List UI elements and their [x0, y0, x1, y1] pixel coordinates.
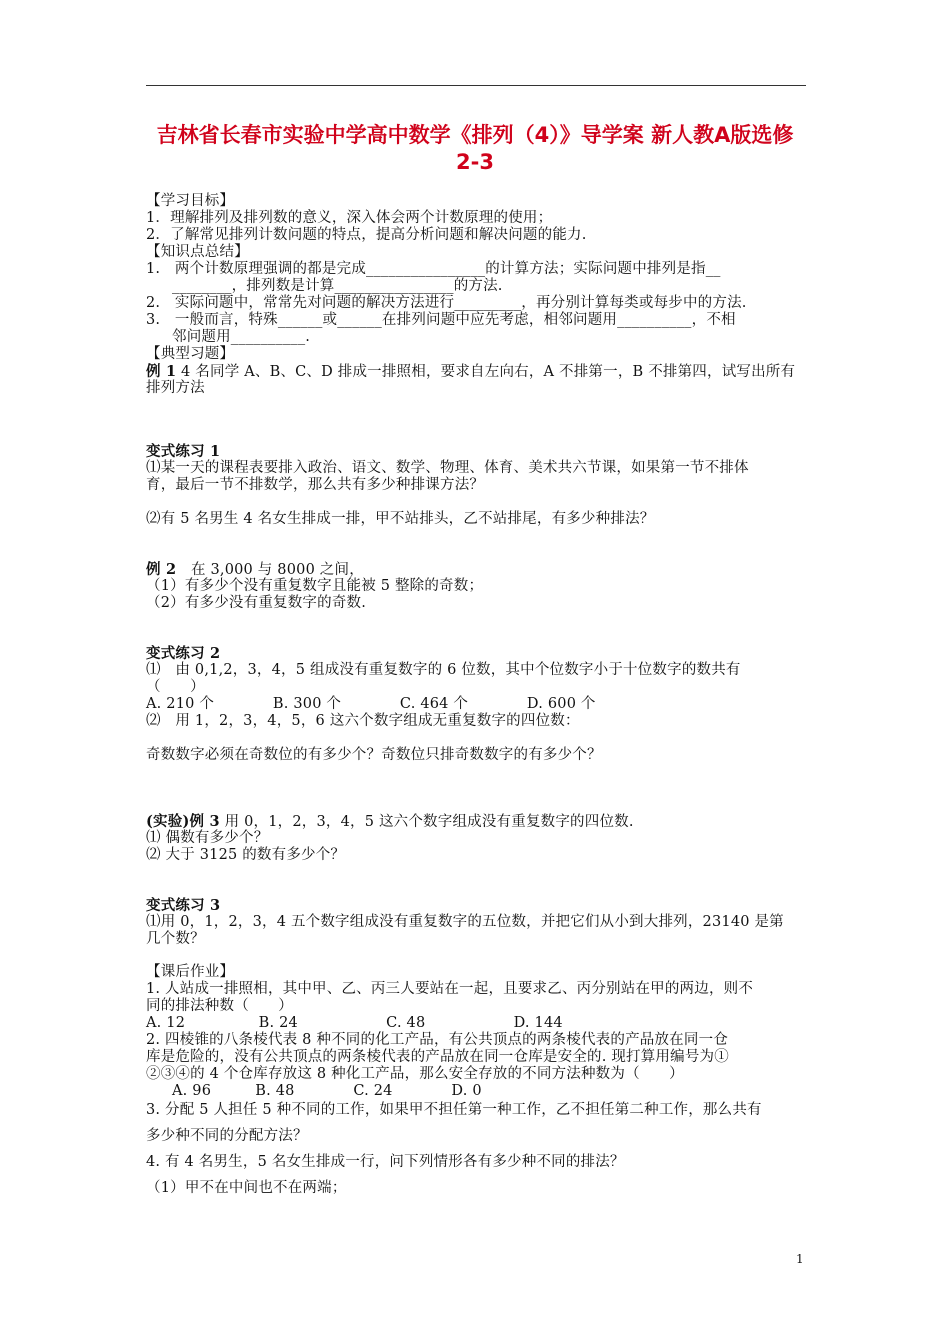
summary-item-1: 1. 两个计数原理强调的都是完成________________的计算方法；实际问题中排列是指__ [146, 261, 721, 277]
homework-q2-options: A. 96 B. 48 C. 24 D. 0 [172, 1083, 482, 1099]
variation-1-heading: 变式练习 1 [146, 443, 221, 460]
homework-q3-cont: 多少种不同的分配方法？ [146, 1128, 308, 1144]
variation-2-q2: ⑵ 用 1，2，3，4，5，6 这六个数字组成无重复数字的四位数： [146, 713, 580, 729]
example-1-text: 4 名同学 A、B、C、D 排成一排照相，要求自左向右，A 不排第一，B 不排第四，试写出所有 [176, 364, 796, 380]
homework-q4: 4. 有 4 名男生，5 名女生排成一行，问下列情形各有多少种不同的排法？ [146, 1154, 625, 1170]
example-3-part1: ⑴ 偶数有多少个？ [146, 830, 269, 846]
example-1 [146, 363, 795, 381]
homework-q2-cont2: ②③④的 4 个仓库存放这 8 种化工产品，那么安全存放的不同方法种数为（ ） [146, 1066, 684, 1082]
example-3-label: (实验)例 3 [146, 813, 220, 830]
document-title-line2: 2-3 [456, 150, 494, 174]
example-3-text: 用 0，1，2，3，4，5 这六个数字组成没有重复数字的四位数. [219, 814, 634, 830]
variation-2-q1: ⑴ 由 0,1,2，3，4，5 组成没有重复数字的 6 位数，其中个位数字小于十位数字的数共有 [146, 662, 741, 678]
example-1-cont: 排列方法 [146, 380, 205, 396]
homework-q1-options: A. 12 B. 24 C. 48 D. 144 [146, 1015, 563, 1031]
example-2-text: 在 3,000 与 8000 之间， [176, 562, 364, 578]
homework-q2: 2. 四棱锥的八条棱代表 8 种不同的化工产品，有公共顶点的两条棱代表的产品放在同一仓 [146, 1032, 728, 1048]
document-title: 吉林省长春市实验中学高中数学《排列（4）》导学案 新人教A版选修 [156, 123, 794, 147]
example-2 [146, 561, 364, 579]
example-3 [146, 813, 634, 831]
homework-q3: 3. 分配 5 人担任 5 种不同的工作，如果甲不担任第一种工作，乙不担任第二种工作，那么共有 [146, 1102, 762, 1118]
homework-q2-cont: 库是危险的，没有公共顶点的两条棱代表的产品放在同一仓库是安全的. 现打算用编号为① [146, 1049, 729, 1065]
variation-3-q1: ⑴用 0，1，2，3，4 五个数字组成没有重复数字的五位数，并把它们从小到大排列，23140 是第 [146, 914, 784, 930]
example-3-part2: ⑵ 大于 3125 的数有多少个？ [146, 847, 346, 863]
header-rule [146, 85, 806, 86]
variation-3-q1-cont: 几个数？ [146, 931, 205, 947]
goals-heading: 【学习目标】 [146, 193, 235, 209]
summary-item-3-cont: 邻问题用__________. [172, 329, 311, 345]
example-2-label: 例 2 [146, 561, 177, 578]
homework-q1-cont: 同的排法种数（ ） [146, 998, 293, 1014]
example-2-part2: （2）有多少没有重复数字的奇数. [146, 595, 367, 611]
variation-1-q1-cont: 育，最后一节不排数学，那么共有多少种排课方法？ [146, 477, 485, 493]
typical-heading: 【典型习题】 [146, 346, 235, 362]
goal-item-1: 1．理解排列及排列数的意义，深入体会两个计数原理的使用； [146, 210, 553, 226]
variation-2-heading: 变式练习 2 [146, 645, 221, 662]
homework-q4-part1: （1）甲不在中间也不在两端； [146, 1180, 347, 1196]
summary-item-2: 2. 实际问题中，常常先对问题的解决方法进行_________，再分别计算每类或每步中的方法. [146, 295, 747, 311]
variation-1-q1: ⑴某一天的课程表要排入政治、语文、数学、物理、体育、美术共六节课，如果第一节不排体 [146, 460, 749, 476]
homework-heading: 【课后作业】 [146, 964, 235, 980]
variation-2-options: A. 210 个 B. 300 个 C. 464 个 D. 600 个 [146, 696, 596, 712]
example-1-label: 例 1 [146, 363, 177, 380]
page-number: 1 [796, 1252, 804, 1266]
variation-2-q1-paren: （ ） [146, 679, 205, 695]
summary-heading: 【知识点总结】 [146, 244, 249, 260]
example-2-part1: （1）有多少个没有重复数字且能被 5 整除的奇数； [146, 578, 484, 594]
summary-item-3: 3. 一般而言，特殊______或______在排列问题中应先考虑，相邻问题用__________，不相 [146, 312, 736, 328]
variation-2-q2-text: 奇数数字必须在奇数位的有多少个？奇数位只排奇数数字的有多少个？ [146, 747, 602, 763]
homework-q1: 1. 人站成一排照相，其中甲、乙、丙三人要站在一起，且要求乙、丙分别站在甲的两边，则不 [146, 981, 754, 997]
goal-item-2: 2．了解常见排列计数问题的特点，提高分析问题和解决问题的能力. [146, 227, 587, 243]
variation-1-q2: ⑵有 5 名男生 4 名女生排成一排，甲不站排头，乙不站排尾，有多少种排法？ [146, 511, 655, 527]
summary-item-1-cont: ________，排列数是计算________________的方法. [172, 278, 503, 294]
variation-3-heading: 变式练习 3 [146, 897, 221, 914]
